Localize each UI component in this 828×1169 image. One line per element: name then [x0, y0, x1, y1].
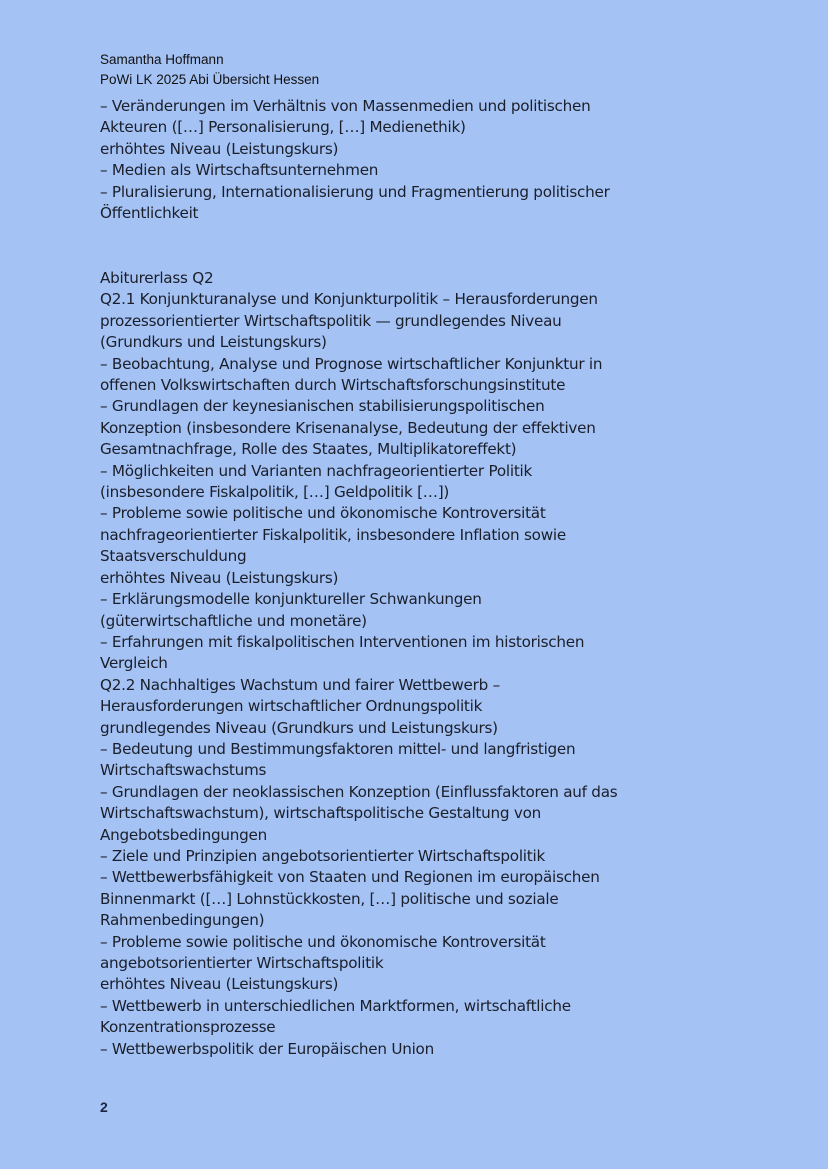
text-line: (Grundkurs und Leistungskurs) — [100, 333, 327, 352]
text-line: Staatsverschuldung — [100, 547, 247, 566]
text-line: offenen Volkswirtschaften durch Wirtschaftsforschungsinstitute — [100, 376, 566, 395]
text-line: – Probleme sowie politische und ökonomische Kontroversität — [100, 932, 546, 951]
text-line: Wirtschaftswachstum), wirtschaftspolitische Gestaltung von — [100, 804, 541, 823]
text-line: Angebotsbedingungen — [100, 825, 268, 844]
text-line: (insbesondere Fiskalpolitik, […] Geldpolitik […]) — [100, 483, 450, 502]
text-line: – Probleme sowie politische und ökonomische Kontroversität — [100, 504, 546, 523]
text-line: – Grundlagen der neoklassischen Konzeption (Einflussfaktoren auf das — [100, 782, 618, 801]
text-line: – Grundlagen der keynesianischen stabilisierungspolitischen — [100, 397, 545, 416]
section-abiturerlass-q2 — [100, 268, 740, 1060]
text-line: Akteuren ([…] Personalisierung, […] Medienethik) — [100, 118, 466, 137]
text-line: Konzeption (insbesondere Krisenanalyse, Bedeutung der effektiven — [100, 418, 596, 437]
text-line: Wirtschaftswachstums — [100, 761, 267, 780]
text-line: (güterwirtschaftliche und monetäre) — [100, 611, 367, 630]
text-line: – Ziele und Prinzipien angebotsorientierter Wirtschaftspolitik — [100, 846, 545, 865]
text-line: – Wettbewerbspolitik der Europäischen Union — [100, 1039, 434, 1058]
text-line: Konzentrationsprozesse — [100, 1018, 276, 1037]
text-line: Herausforderungen wirtschaftlicher Ordnungspolitik — [100, 697, 483, 716]
document-title: PoWi LK 2025 Abi Übersicht Hessen — [100, 72, 320, 87]
text-line: – Erklärungsmodelle konjunktureller Schwankungen — [100, 590, 482, 609]
text-line: nachfrageorientierter Fiskalpolitik, insbesondere Inflation sowie — [100, 525, 566, 544]
text-line: Vergleich — [100, 654, 168, 673]
text-line: – Erfahrungen mit fiskalpolitischen Interventionen im historischen — [100, 632, 585, 651]
text-line: Gesamtnachfrage, Rolle des Staates, Multiplikatoreffekt) — [100, 440, 517, 459]
text-line: – Wettbewerbsfähigkeit von Staaten und Regionen im europäischen — [100, 868, 600, 887]
text-line: Öffentlichkeit — [100, 204, 199, 223]
page-number: 2 — [100, 1099, 108, 1115]
text-line: erhöhtes Niveau (Leistungskurs) — [100, 139, 339, 158]
subsection-heading-q2-1: Q2.1 Konjunkturanalyse und Konjunkturpolitik – Herausforderungen — [100, 290, 598, 309]
section-media-topics — [100, 96, 740, 224]
level-label: grundlegendes Niveau (Grundkurs und Leistungskurs) — [100, 718, 498, 737]
text-line: Binnenmarkt ([…] Lohnstückkosten, […] politische und soziale — [100, 889, 559, 908]
level-label: erhöhtes Niveau (Leistungskurs) — [100, 975, 339, 994]
level-label: erhöhtes Niveau (Leistungskurs) — [100, 568, 339, 587]
text-line: – Bedeutung und Bestimmungsfaktoren mittel- und langfristigen — [100, 739, 576, 758]
text-line: – Medien als Wirtschaftsunternehmen — [100, 161, 379, 180]
text-line: – Pluralisierung, Internationalisierung und Fragmentierung politischer — [100, 182, 610, 201]
page-header — [100, 50, 319, 90]
author-name: Samantha Hoffmann — [100, 52, 224, 67]
text-line: angebotsorientierter Wirtschaftspolitik — [100, 954, 384, 972]
section-heading: Abiturerlass Q2 — [100, 269, 214, 287]
text-line: – Veränderungen im Verhältnis von Massenmedien und politischen — [100, 97, 591, 115]
text-line: – Möglichkeiten und Varianten nachfrageorientierter Politik — [100, 461, 533, 480]
text-line: prozessorientierter Wirtschaftspolitik — grundlegendes Niveau — [100, 311, 562, 330]
text-line: – Wettbewerb in unterschiedlichen Marktformen, wirtschaftliche — [100, 996, 571, 1015]
text-line: – Beobachtung, Analyse und Prognose wirtschaftlicher Konjunktur in — [100, 354, 603, 373]
text-line: Rahmenbedingungen) — [100, 911, 265, 930]
subsection-heading-q2-2: Q2.2 Nachhaltiges Wachstum und fairer Wettbewerb – — [100, 675, 500, 694]
